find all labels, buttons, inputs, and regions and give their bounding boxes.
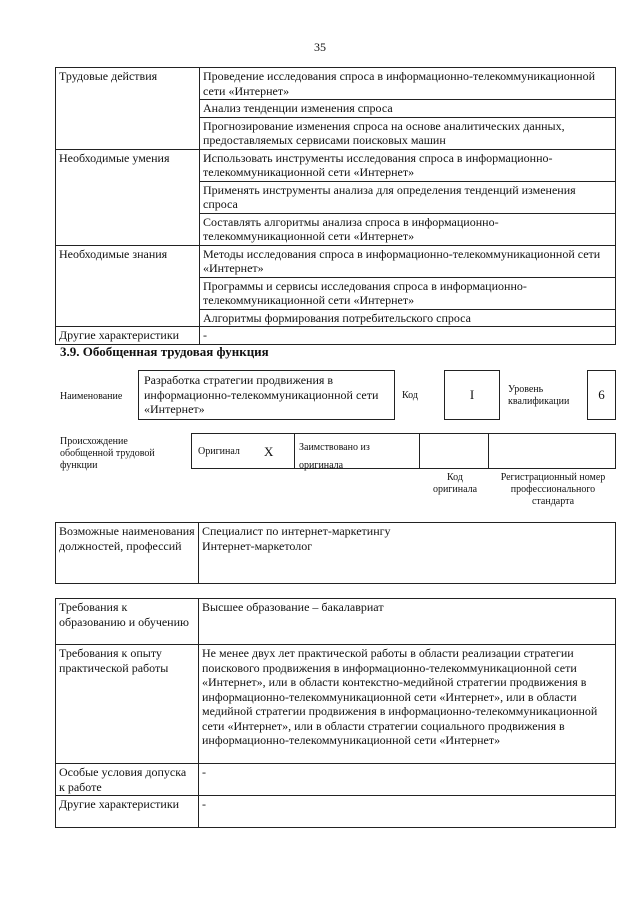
row-label: Требования к образованию и обучению <box>56 599 199 645</box>
level-label: Уровень квалификации <box>508 384 570 407</box>
table-cell: - <box>199 796 616 828</box>
row-label: Трудовые действия <box>56 68 200 150</box>
position-item: Специалист по интернет-маркетингу <box>202 524 391 538</box>
section-title: 3.9. Обобщенная трудовая функция <box>60 344 269 359</box>
table-cell: Методы исследования спроса в информационно-телекоммуникационной сети «Интернет» <box>200 245 616 277</box>
row-label: Требования к опыту практической работы <box>56 645 199 764</box>
table-cell: Не менее двух лет практической работы в области реализации стратегии поискового продвижения в информационно-телекоммуникационной сети «Интернет», или в области контекстно-медийной стратегии продвижения в информационно-телекоммуникационной сети «Интернет», или в области медийной стратегии продвижения в информационно-телекоммуникационной сети «Интернет», или в области стратегии социального продвижения в информационно-телекоммуникационной сети «Интернет» <box>199 645 616 764</box>
level-value: 6 <box>587 370 616 420</box>
table-cell: Высшее образование – бакалавриат <box>199 599 616 645</box>
reg-number-caption: Регистрационный номер профессионального стандарта <box>500 472 606 507</box>
code-label: Код <box>402 390 418 401</box>
row-label: Другие характеристики <box>56 327 200 345</box>
table-cell: - <box>200 327 616 345</box>
name-label: Наименование <box>60 391 123 402</box>
original-label: Оригинал <box>198 446 240 457</box>
original-mark: X <box>264 444 274 459</box>
table-cell: Применять инструменты анализа для определения тенденций изменения спроса <box>200 181 616 213</box>
position-item: Интернет-маркетолог <box>202 538 313 553</box>
job-function-table <box>55 67 616 345</box>
code-original-caption: Код оригинала <box>432 472 478 495</box>
positions-label: Возможные наименования должностей, профессий <box>56 523 199 584</box>
row-label: Другие характеристики <box>56 796 199 828</box>
table-cell: - <box>199 764 616 796</box>
original-box <box>191 433 295 469</box>
table-cell: Проведение исследования спроса в информационно-телекоммуникационной сети «Интернет» <box>200 68 616 100</box>
table-cell: Анализ тенденции изменения спроса <box>200 100 616 118</box>
code-value: I <box>444 370 500 420</box>
reg-number-box <box>488 433 616 469</box>
page-number: 35 <box>314 40 326 54</box>
function-name-value: Разработка стратегии продвижения в информационно-телекоммуникационной сети «Интернет» <box>138 370 395 420</box>
origin-label: Происхождение обобщенной трудовой функции <box>60 436 155 471</box>
borrowed-label: Заимствовано из оригинала <box>299 442 370 471</box>
row-label: Необходимые умения <box>56 149 200 245</box>
table-cell: Составлять алгоритмы анализа спроса в информационно-телекоммуникационной сети «Интернет» <box>200 213 616 245</box>
borrowed-box <box>294 433 420 469</box>
table-cell: Использовать инструменты исследования спроса в информационно-телекоммуникационной сети «Интернет» <box>200 149 616 181</box>
table-cell: Программы и сервисы исследования спроса в информационно-телекоммуникационной сети «Интернет» <box>200 277 616 309</box>
table-cell: Прогнозирование изменения спроса на основе аналитических данных, предоставляемых сервисами поисковых машин <box>200 117 616 149</box>
code-original-box <box>419 433 489 469</box>
row-label: Особые условия допуска к работе <box>56 764 199 796</box>
requirements-table <box>55 598 616 828</box>
positions-cell <box>199 523 616 584</box>
row-label: Необходимые знания <box>56 245 200 327</box>
positions-table <box>55 522 616 584</box>
table-cell: Алгоритмы формирования потребительского спроса <box>200 309 616 327</box>
